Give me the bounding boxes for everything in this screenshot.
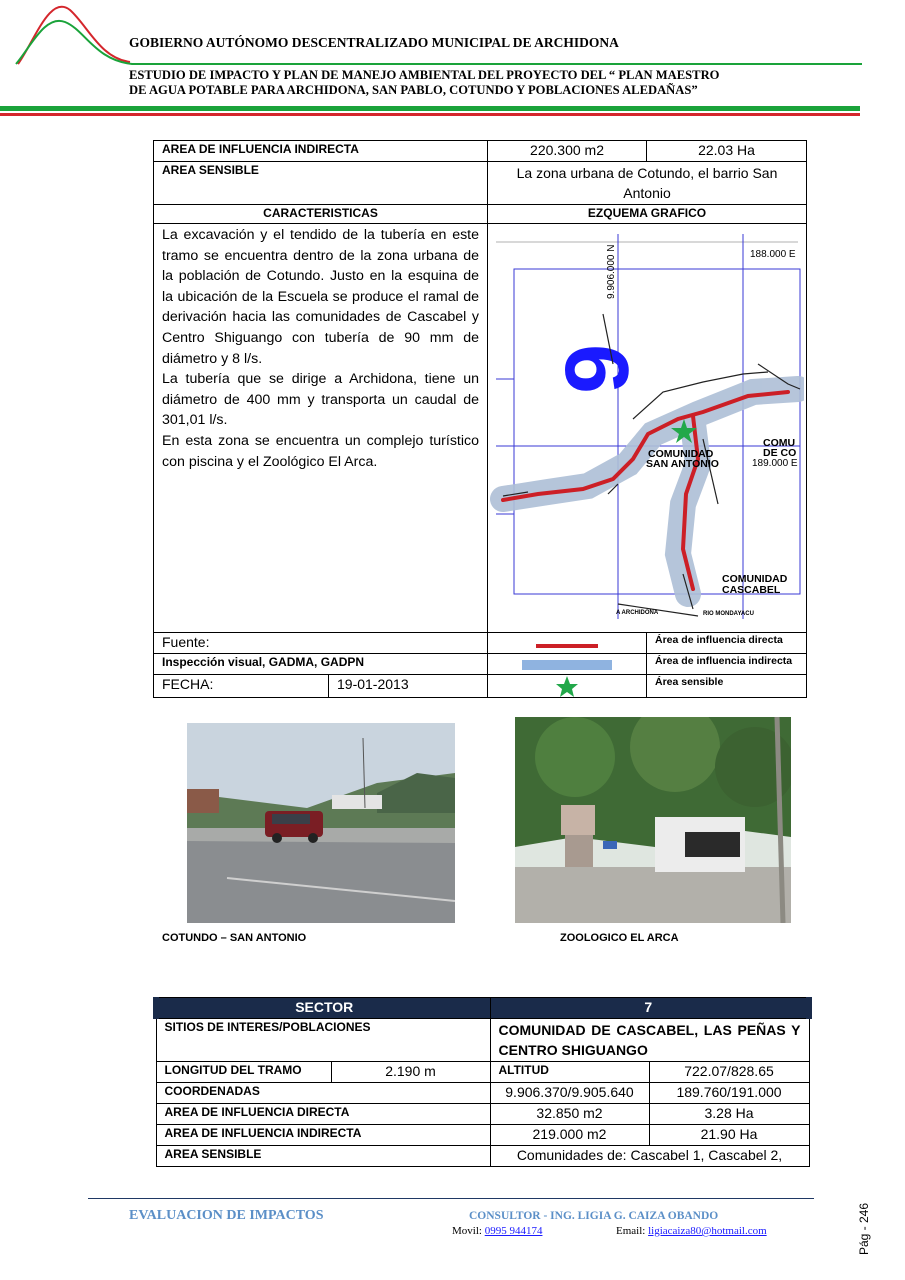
header-organization: GOBIERNO AUTÓNOMO DESCENTRALIZADO MUNICIPAL DE ARCHIDONA bbox=[129, 35, 619, 50]
photo-road-scene bbox=[187, 723, 455, 923]
map-label-cotundo-1: COMU bbox=[763, 437, 796, 449]
sites-label: SITIOS DE INTERES/POBLACIONES bbox=[156, 1019, 490, 1062]
footer-section-title: EVALUACION DE IMPACTOS bbox=[129, 1208, 324, 1223]
sector-value: 7 bbox=[490, 998, 809, 1019]
caption-cotundo-san-antonio: COTUNDO – SAN ANTONIO bbox=[162, 932, 307, 944]
page-number-text: Pág - 246 bbox=[857, 1202, 872, 1256]
altitude-label: ALTITUD bbox=[490, 1062, 649, 1083]
sector-map bbox=[488, 224, 804, 632]
indirect-area-m2: 220.300 m2 bbox=[488, 141, 647, 162]
sector-label: SECTOR bbox=[156, 998, 490, 1019]
characteristics-header: CARACTERISTICAS bbox=[154, 205, 488, 224]
date-label: FECHA: bbox=[154, 675, 329, 698]
characteristics-paragraph-2: La tubería que se dirige a Archidona, tiene un diámetro de 400 mm y transporta un caudal de 301,01 l/s. bbox=[162, 371, 480, 429]
footer-rule bbox=[88, 1198, 814, 1199]
red-line-icon bbox=[536, 644, 598, 648]
footer-email-link[interactable]: ligiacaiza80@hotmail.com bbox=[648, 1225, 767, 1237]
legend-direct-label: Área de influencia directa bbox=[647, 633, 807, 654]
map-label-cascabel-1: COMUNIDAD bbox=[722, 573, 788, 585]
sensitive-area-label-2: AREA SENSIBLE bbox=[156, 1146, 490, 1167]
footer-phone bbox=[452, 1225, 542, 1237]
map-label-cascabel-2: CASCABEL bbox=[722, 584, 781, 596]
indirect-area-m2-2: 219.000 m2 bbox=[490, 1125, 649, 1146]
source-value: Inspección visual, GADMA, GADPN bbox=[154, 654, 488, 675]
sensitive-area-value: La zona urbana de Cotundo, el barrio San Antonio bbox=[488, 162, 807, 205]
map-label-cotundo-2: DE CO bbox=[763, 447, 797, 459]
header-red-bar bbox=[0, 113, 860, 116]
map-label-san-antonio-2: SAN ANTONIO bbox=[646, 458, 719, 470]
sector-7-table bbox=[153, 997, 812, 1167]
footer-phone-label: Movil: bbox=[452, 1225, 485, 1237]
direct-area-ha: 3.28 Ha bbox=[649, 1104, 809, 1125]
indirect-area-label-2: AREA DE INFLUENCIA INDIRECTA bbox=[156, 1125, 490, 1146]
map-coord-east-1: 188.000 E bbox=[750, 249, 796, 260]
header-logo-waves bbox=[0, 0, 870, 120]
scheme-header: EZQUEMA GRAFICO bbox=[488, 205, 807, 224]
legend-sensitive-symbol bbox=[488, 675, 647, 698]
map-label-archidona: A ARCHIDONA bbox=[616, 610, 659, 616]
photo-cotundo-san-antonio bbox=[187, 723, 455, 923]
photo-zoologico-el-arca bbox=[515, 717, 791, 923]
indirect-area-label: AREA DE INFLUENCIA INDIRECTA bbox=[154, 141, 488, 162]
indirect-area-ha-2: 21.90 Ha bbox=[649, 1125, 809, 1146]
indirect-area-ha: 22.03 Ha bbox=[647, 141, 807, 162]
map-coord-east-2: 189.000 E bbox=[752, 458, 798, 469]
footer-phone-link[interactable]: 0995 944174 bbox=[484, 1225, 543, 1237]
legend-sensitive-label: Área sensible bbox=[647, 675, 807, 698]
sensitive-area-value-2: Comunidades de: Cascabel 1, Cascabel 2, bbox=[490, 1146, 809, 1167]
footer-email-label: Email: bbox=[616, 1225, 649, 1237]
coords-east: 189.760/191.000 bbox=[649, 1083, 809, 1104]
direct-area-label: AREA DE INFLUENCIA DIRECTA bbox=[156, 1104, 490, 1125]
green-star-icon bbox=[555, 675, 579, 697]
characteristics-text bbox=[154, 224, 488, 633]
map-label-san-antonio-1: COMUNIDAD bbox=[648, 448, 714, 460]
legend-direct-symbol bbox=[488, 633, 647, 654]
study-title-line-1: ESTUDIO DE IMPACTO Y PLAN DE MANEJO AMBIENTAL DEL PROYECTO DEL “ PLAN MAESTRO bbox=[129, 68, 720, 82]
legend-indirect-symbol bbox=[488, 654, 647, 675]
header-study-title bbox=[129, 68, 819, 98]
study-title-line-2: DE AGUA POTABLE PARA ARCHIDONA, SAN PABLO, COTUNDO Y POBLACIONES ALEDAÑAS” bbox=[129, 83, 698, 97]
map-sector-number: 6 bbox=[546, 344, 647, 395]
characteristics-paragraph-1: La excavación y el tendido de la tubería en este tramo se encuentra dentro de la zona urbana de la población de Cotundo. Justo en la esquina de la ubicación de la Escuela se produce el ramal de derivación hacia las comunidades de Cascabel y Centro Shiguango con tubería de 90 mm de diámetro y 8 l/s. bbox=[162, 227, 480, 367]
caption-zoologico-el-arca: ZOOLOGICO EL ARCA bbox=[560, 932, 679, 944]
legend-indirect-label: Área de influencia indirecta bbox=[647, 654, 807, 675]
characteristics-paragraph-3: En esta zona se encuentra un complejo turístico con piscina y el Zoológico El Arca. bbox=[162, 432, 480, 470]
scheme-cell bbox=[488, 224, 807, 633]
footer-email bbox=[616, 1225, 767, 1237]
map-label-rio: RIO MONDAYACU bbox=[703, 611, 754, 617]
length-label: LONGITUD DEL TRAMO bbox=[156, 1062, 331, 1083]
date-value: 19-01-2013 bbox=[329, 675, 488, 698]
coords-label: COORDENADAS bbox=[156, 1083, 490, 1104]
length-value: 2.190 m bbox=[331, 1062, 490, 1083]
map-coord-north: 9.906.000 N bbox=[606, 244, 618, 299]
source-label: Fuente: bbox=[154, 633, 488, 654]
sector-6-table bbox=[153, 140, 807, 698]
coords-north: 9.906.370/9.905.640 bbox=[490, 1083, 649, 1104]
direct-area-m2: 32.850 m2 bbox=[490, 1104, 649, 1125]
altitude-value: 722.07/828.65 bbox=[649, 1062, 809, 1083]
sensitive-area-label: AREA SENSIBLE bbox=[154, 162, 488, 205]
photo-zoo-entrance bbox=[515, 717, 791, 923]
blue-band-icon bbox=[522, 660, 612, 670]
footer-consultant: CONSULTOR - ING. LIGIA G. CAIZA OBANDO bbox=[469, 1210, 719, 1222]
page-number bbox=[848, 1200, 878, 1260]
sites-value: COMUNIDAD DE CASCABEL, LAS PEÑAS Y CENTRO SHIGUANGO bbox=[490, 1019, 809, 1062]
